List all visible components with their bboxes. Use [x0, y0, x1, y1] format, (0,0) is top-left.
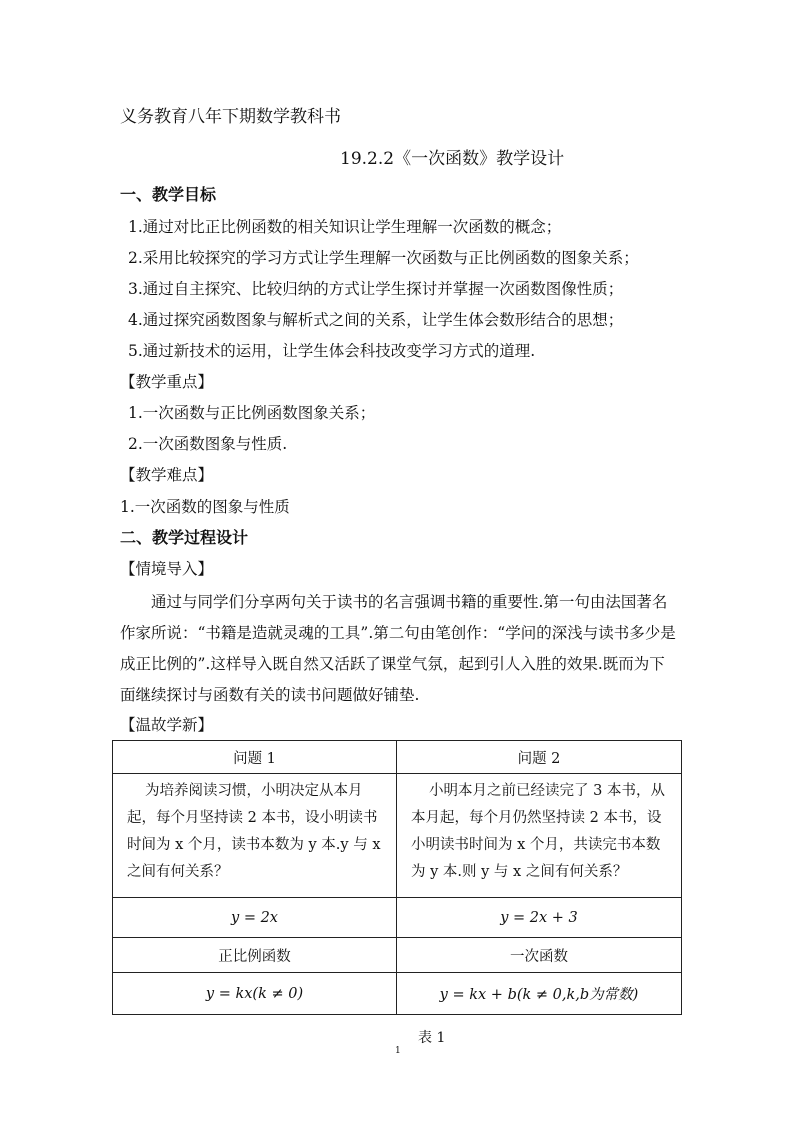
function-name-cell: 一次函数 — [397, 938, 682, 973]
intro-paragraph — [120, 587, 680, 711]
formula-cell: y = 2x — [113, 898, 397, 938]
page-number: 1 — [395, 1046, 401, 1056]
key-points-heading: 【教学重点】 — [120, 373, 214, 391]
table-row — [113, 774, 682, 898]
problem-text: 小明本月之前已经读完了 3 本书，从本月起，每个月仍然坚持读 2 本书，设小明读书时间为 x 个月，共读完书本数为 y 本.则 y 与 x 之间有何关系？ — [411, 783, 665, 880]
general-form-cell: y = kx + b(k ≠ 0,k,b为常数) — [397, 973, 682, 1015]
table-row — [113, 938, 682, 973]
intro-text: 通过与同学们分享两句关于读书的名言强调书籍的重要性.第一句由法国著名作家所说：“书籍是造就灵魂的工具”.第二句由笔创作：“学问的深浅与读书多少是成正比例的”.这样导入既自然又活跃了课堂气氛，起到引人入胜的效果.既而为下面继续探讨与函数有关的读书问题做好铺垫. — [120, 593, 676, 704]
section-heading-process: 二、教学过程设计 — [120, 528, 249, 547]
goal-item: 3.通过自主探究、比较归纳的方式让学生探讨并掌握一次函数图像性质； — [128, 280, 624, 298]
book-title: 义务教育八年下期数学教科书 — [120, 107, 341, 127]
formula-cell: y = 2x + 3 — [397, 898, 682, 938]
table-row — [113, 741, 682, 774]
intro-heading: 【情境导入】 — [120, 560, 214, 578]
goal-item: 2.采用比较探究的学习方式让学生理解一次函数与正比例函数的图象关系； — [128, 249, 639, 267]
comparison-table — [112, 740, 682, 1015]
table-header-cell: 问题 1 — [113, 741, 397, 774]
section-heading-goals: 一、教学目标 — [120, 185, 217, 204]
problem-cell — [113, 774, 397, 898]
key-point-item: 2.一次函数图象与性质. — [128, 435, 288, 453]
review-heading: 【温故学新】 — [120, 716, 214, 734]
key-point-item: 1.一次函数与正比例函数图象关系； — [128, 404, 376, 422]
difficult-point-item: 1.一次函数的图象与性质 — [120, 498, 290, 516]
goal-item: 1.通过对比正比例函数的相关知识让学生理解一次函数的概念； — [128, 218, 562, 236]
problem-cell — [397, 774, 682, 898]
general-form-cell: y = kx(k ≠ 0) — [113, 973, 397, 1015]
goal-item: 5.通过新技术的运用，让学生体会科技改变学习方式的道理. — [128, 342, 536, 360]
difficult-points-heading: 【教学难点】 — [120, 466, 214, 484]
table-row — [113, 898, 682, 938]
table-caption: 表 1 — [418, 1030, 446, 1046]
table-header-cell: 问题 2 — [397, 741, 682, 774]
table-row — [113, 973, 682, 1015]
problem-text: 为培养阅读习惯，小明决定从本月起，每个月坚持读 2 本书，设小明读书时间为 x 个月，读书本数为 y 本.y 与 x 之间有何关系？ — [127, 783, 381, 880]
lesson-title: 19.2.2《一次函数》教学设计 — [340, 149, 565, 169]
function-name-cell: 正比例函数 — [113, 938, 397, 973]
goal-item: 4.通过探究函数图象与解析式之间的关系，让学生体会数形结合的思想； — [128, 311, 624, 329]
